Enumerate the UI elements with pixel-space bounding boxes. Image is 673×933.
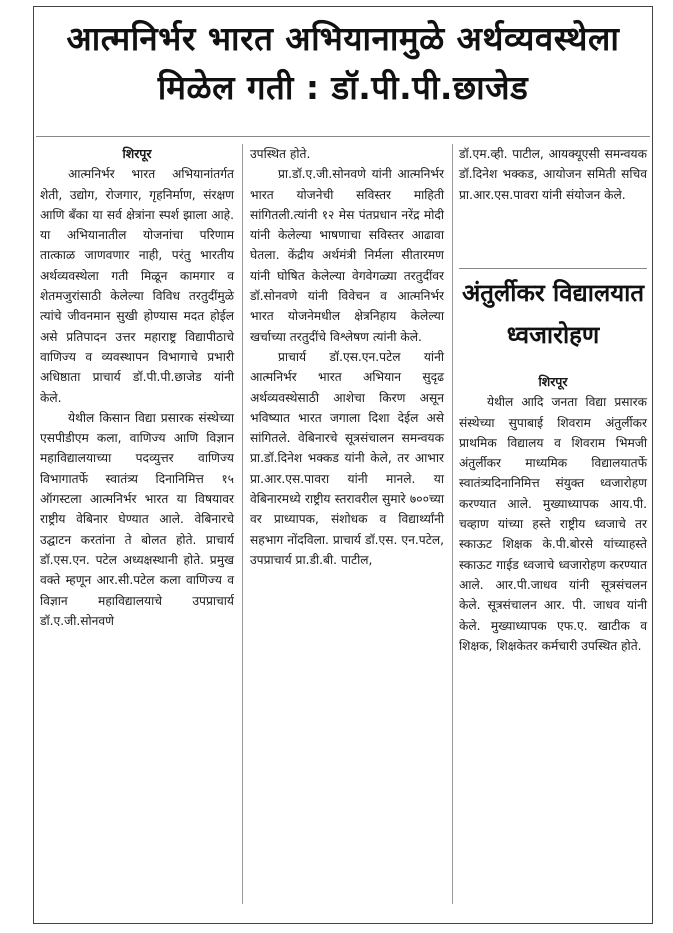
headline-line-2: मिळेल गती : डॉ.पी.पी.छाजेड	[157, 68, 529, 107]
section-rule	[459, 268, 647, 269]
article-column-2	[250, 144, 444, 570]
paragraph: प्राचार्य डॉ.एस.एन.पटेल यांनी आत्मनिर्भर भारत अभियान सुदृढ अर्थव्यवस्थेसाठी आशेचा किरण असून भविष्यात भारत जगाला दिशा देईल असे सांगितले. वेबिनारचे सूत्रसंचालन समन्वयक प्रा.डॉ.दिनेश भक्कड यांनी केले, तर आभार प्रा.आर.एस.पावरा यांनी मानले. या वेबिनारमध्ये राष्ट्रीय स्तरावरील सुमारे ७००च्या वर प्राध्यापक, संशोधक व विद्यार्थ्यांनी सहभाग नोंदविला. प्राचार्य डॉ.एस. एन.पटेल, उपप्राचार्य प्रा.डी.बी. पाटील,	[250, 349, 444, 567]
dateline-2: शिरपूर	[538, 374, 568, 389]
second-article-body	[459, 372, 647, 656]
paragraph: डॉ.एम.व्ही. पाटील, आयक्यूएसी समन्वयक डॉ.दिनेश भक्कड, आयोजन समिती सचिव प्रा.आर.एस.पावरा यांनी संयोजन केले.	[459, 147, 647, 202]
paragraph: आत्मनिर्भर भारत अभियानांतर्गत शेती, उद्योग, रोजगार, गृहनिर्माण, संरक्षण आणि बँका या सर्व क्षेत्रांना स्पर्श झाला आहे. या अभियानातील योजनांचा परिणाम तात्काळ जाणवणार नाही, परंतु भारतीय अर्थव्यवस्थेला गती मिळून कामगार व शेतमजुरांसाठी केलेल्या विविध तरतुदींमुळे त्यांचे जीवनमान सुखी होण्यास मदत होईल असे प्रतिपादन उत्तर महाराष्ट्र विद्यापीठाचे वाणिज्य व व्यवस्थापन विभागाचे प्रभारी अधिष्ठाता प्राचार्य डॉ.पी.पी.छाजेड यांनी केले.	[40, 167, 234, 405]
main-headline	[36, 14, 650, 112]
second-article-headline	[459, 272, 647, 356]
subhead-line-1: अंतुर्लीकर विद्यालयात	[461, 279, 645, 307]
paragraph: उपस्थित होते.	[250, 147, 311, 161]
headline-line-1: आत्मनिर्भर भारत अभियानामुळे अर्थव्यवस्थेला	[66, 19, 620, 58]
article-column-3	[459, 144, 647, 205]
column-divider-1	[242, 144, 243, 904]
article-column-1	[40, 144, 234, 631]
column-divider-2	[452, 144, 453, 904]
dateline: शिरपूर	[122, 146, 152, 161]
headline-rule	[36, 136, 650, 137]
paragraph: येथील किसान विद्या प्रसारक संस्थेच्या एसपीडीएम कला, वाणिज्य आणि विज्ञान महाविद्यालयाच्या पदव्युत्तर वाणिज्य विभागातर्फे स्वातंत्र्य दिनानिमित्त १५ ऑगस्टला आत्मनिर्भर भारत या विषयावर राष्ट्रीय वेबिनार घेण्यात आले. वेबिनारचे उद्घाटन करतांना ते बोलत होते. प्राचार्य डॉ.एस.एन. पटेल अध्यक्षस्थानी होते. प्रमुख वक्ते म्हणून आर.सी.पटेल कला वाणिज्य व विज्ञान महाविद्यालयाचे उपप्राचार्य डॉ.ए.जी.सोनवणे	[40, 410, 234, 628]
subhead-line-2: ध्वजारोहण	[506, 321, 600, 349]
paragraph: येथील आदि जनता विद्या प्रसारक संस्थेच्या सुपाबाई शिवराम अंतुर्लीकर प्राथमिक विद्यालय व शिवराम भिमजी अंतुर्लीकर माध्यमिक विद्यालयातर्फे स्वातंत्र्यदिनानिमित्त संयुक्त ध्वजारोहण करण्यात आले. मुख्याध्यापक आय.पी. चव्हाण यांच्या हस्ते राष्ट्रीय ध्वजाचे तर स्काऊट शिक्षक के.पी.बोरसे यांच्याहस्ते स्काऊट गाईड ध्वजाचे ध्वजारोहण करण्यात आले. आर.पी.जाधव यांनी सूत्रसंचलन केले. सूत्रसंचालन आर. पी. जाधव यांनी केले. मुख्याध्यापक एफ.ए. खाटीक व शिक्षक, शिक्षकेतर कर्मचारी उपस्थित होते.	[459, 395, 647, 653]
paragraph: प्रा.डॉ.ए.जी.सोनवणे यांनी आत्मनिर्भर भारत योजनेची सविस्तर माहिती सांगितली.त्यांनी १२ मेस पंतप्रधान नरेंद्र मोदी यांनी केलेल्या भाषणाचा सविस्तर आढावा घेतला. केंद्रीय अर्थमंत्री निर्मला सीतारमण यांनी घोषित केलेल्या वेगवेगळ्या तरतुदींवर डॉ.सोनवणे यांनी विवेचन व आत्मनिर्भर भारत योजनेमधील क्षेत्रनिहाय केलेल्या खर्चाच्या तरतुदींचे विश्लेषण त्यांनी केले.	[250, 167, 444, 344]
